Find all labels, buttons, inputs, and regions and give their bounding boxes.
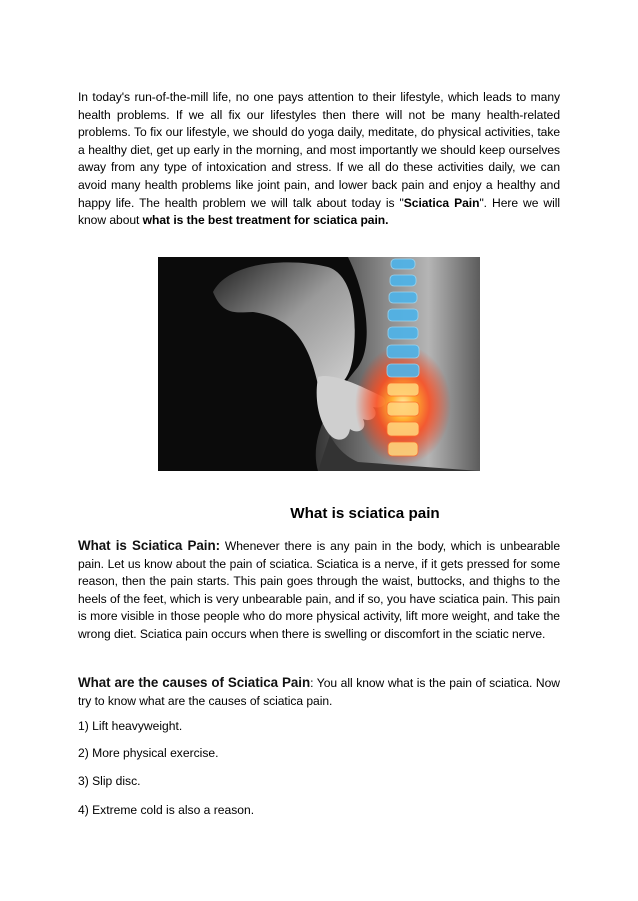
intro-paragraph	[78, 89, 560, 230]
intro-highlight-treatment: what is the best treatment for sciatica pain.	[142, 213, 389, 228]
cause-item-4: 4) Extreme cold is also a reason.	[78, 803, 255, 817]
causes-body: : You all know what is the pain of sciatica. Now try to know what are the causes of sciatica pain.	[78, 676, 560, 708]
cause-item-1: 1) Lift heavyweight.	[78, 719, 183, 733]
causes-heading: What are the causes of Sciatica Pain	[78, 675, 311, 690]
cause-item-2: 2) More physical exercise.	[78, 746, 219, 760]
intro-text-1: In today's run-of-the-mill life, no one pays attention to their lifestyle, which leads to many health problems. If we all fix our lifestyles then there will not be many health-related problems. To fix our lifestyle, we should do yoga daily, meditate, do physical activities, take a healthy diet, get up early in the morning, and most importantly we should keep ourselves away from any type of intoxication and stress. If we all do these activities daily, we can avoid many health problems like joint pain, and lower back pain and enjoy a healthy and happy life. The health problem we will talk about today is "	[78, 90, 560, 210]
back-pain-illustration	[158, 257, 480, 471]
back-pain-artwork	[158, 257, 480, 471]
cause-item-3: 3) Slip disc.	[78, 774, 141, 788]
figure-caption: What is sciatica pain	[290, 505, 440, 522]
intro-text-2: ". Here we will know about	[78, 195, 561, 228]
what-is-body: Whenever there is any pain in the body, which is unbearable pain. Let us know about the pain of sciatica. Sciatica is a nerve, if it gets pressed for some reason, then the pain starts. This pain goes through the waist, buttocks, and thighs to the heels of the feet, which is very unbearable pain, and if so, you have sciatica pain. This pain is more visible in those people who do more physical activity, lift more weight, and take the wrong diet. Sciatica pain occurs when there is swelling or discomfort in the sciatic nerve.	[78, 539, 560, 641]
what-is-heading: What is Sciatica Pain:	[78, 538, 220, 553]
causes-section	[78, 674, 560, 710]
what-is-section	[78, 537, 560, 644]
intro-highlight-sciatica: Sciatica Pain	[403, 195, 480, 210]
